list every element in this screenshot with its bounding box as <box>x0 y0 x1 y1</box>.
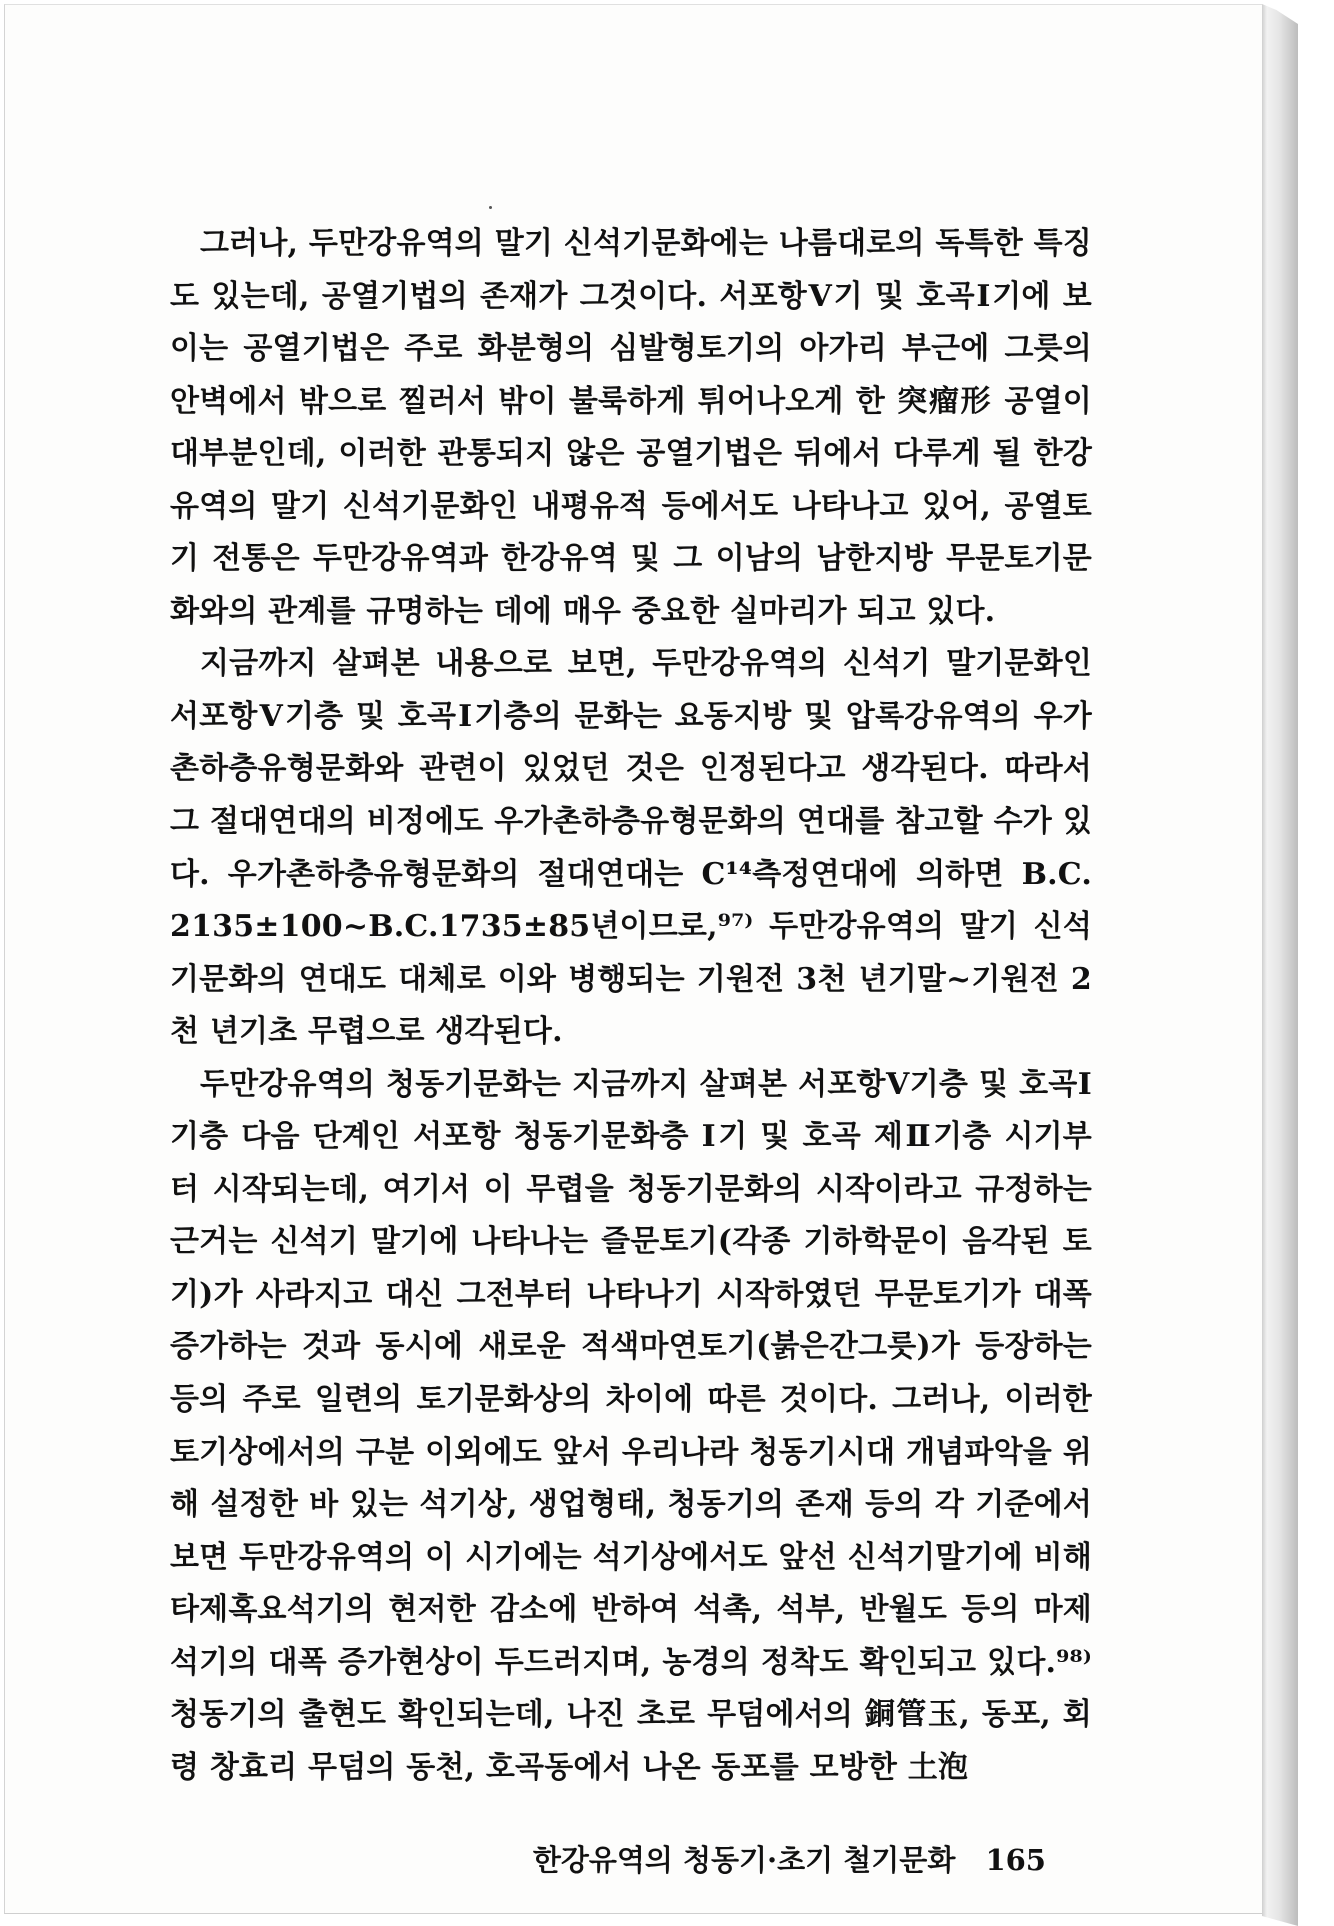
paragraph-3: 두만강유역의 청동기문화는 지금까지 살펴본 서포항Ⅴ기층 및 호곡Ⅰ기층 다음 단계인 서포항 청동기문화층 Ⅰ기 및 호곡 제Ⅱ기층 시기부터 시작되는데, 여기서 이 무렵을 청동기문화의 시작이라고 규정하는 근거는 신석기 말기에 나타나는 즐문토기(각종 기하학문이 음각된 토기)가 사라지고 대신 그전부터 나타나기 시작하였던 무문토기가 대폭 증가하는 것과 동시에 새로운 적색마연토기(붉은간그릇)가 등장하는 등의 주로 일련의 토기문화상의 차이에 따른 것이다. 그러나, 이러한 토기상에서의 구분 이외에도 앞서 우리나라 청동기시대 개념파악을 위해 설정한 바 있는 석기상, 생업형태, 청동기의 존재 등의 각 기준에서 보면 두만강유역의 이 시기에는 석기상에서도 앞선 신석기말기에 비해 타제혹요석기의 현저한 감소에 반하여 석촉, 석부, 반월도 등의 마제석기의 대폭 증가현상이 두드러지며, 농경의 정착도 확인되고 있다.⁹⁸⁾ 청동기의 출현도 확인되는데, 나진 초로 무덤에서의 銅管玉, 동포, 회령 창효리 무덤의 동천, 호곡동에서 나온 동포를 모방한 土泡 <box>170 1066 1092 1785</box>
page-number: 165 <box>985 1843 1046 1877</box>
page-footer <box>533 1838 1046 1879</box>
paragraph-2: 지금까지 살펴본 내용으로 보면, 두만강유역의 신석기 말기문화인 서포항Ⅴ기층 및 호곡Ⅰ기층의 문화는 요동지방 및 압록강유역의 우가촌하층유형문화와 관련이 있었던 것은 인정된다고 생각된다. 따라서 그 절대연대의 비정에도 우가촌하층유형문화의 연대를 참고할 수가 있다. 우가촌하층유형문화의 절대연대는 C¹⁴측정연대에 의하면 B.C. 2135±100~B.C.1735±85년이므로,⁹⁷⁾ 두만강유역의 말기 신석기문화의 연대도 대체로 이와 병행되는 기원전 3천 년기말~기원전 2천 년기초 무렵으로 생각된다. <box>170 646 1092 1050</box>
body-text <box>170 218 1092 1794</box>
paragraph-1: 그러나, 두만강유역의 말기 신석기문화에는 나름대로의 독특한 특징도 있는데, 공열기법의 존재가 그것이다. 서포항Ⅴ기 및 호곡Ⅰ기에 보이는 공열기법은 주로 화분형의 심발형토기의 아가리 부근에 그릇의 안벽에서 밖으로 찔러서 밖이 불룩하게 튀어나오게 한 突瘤形 공열이 대부분인데, 이러한 관통되지 않은 공열기법은 뒤에서 다루게 될 한강유역의 말기 신석기문화인 내평유적 등에서도 나타나고 있어, 공열토기 전통은 두만강유역과 한강유역 및 그 이남의 남한지방 무문토기문화와의 관계를 규명하는 데에 매우 중요한 실마리가 되고 있다. <box>170 226 1092 629</box>
running-head: 한강유역의 청동기·초기 철기문화 <box>532 1843 956 1877</box>
page-edge-shadow <box>1262 0 1298 1926</box>
print-speck <box>489 206 492 209</box>
